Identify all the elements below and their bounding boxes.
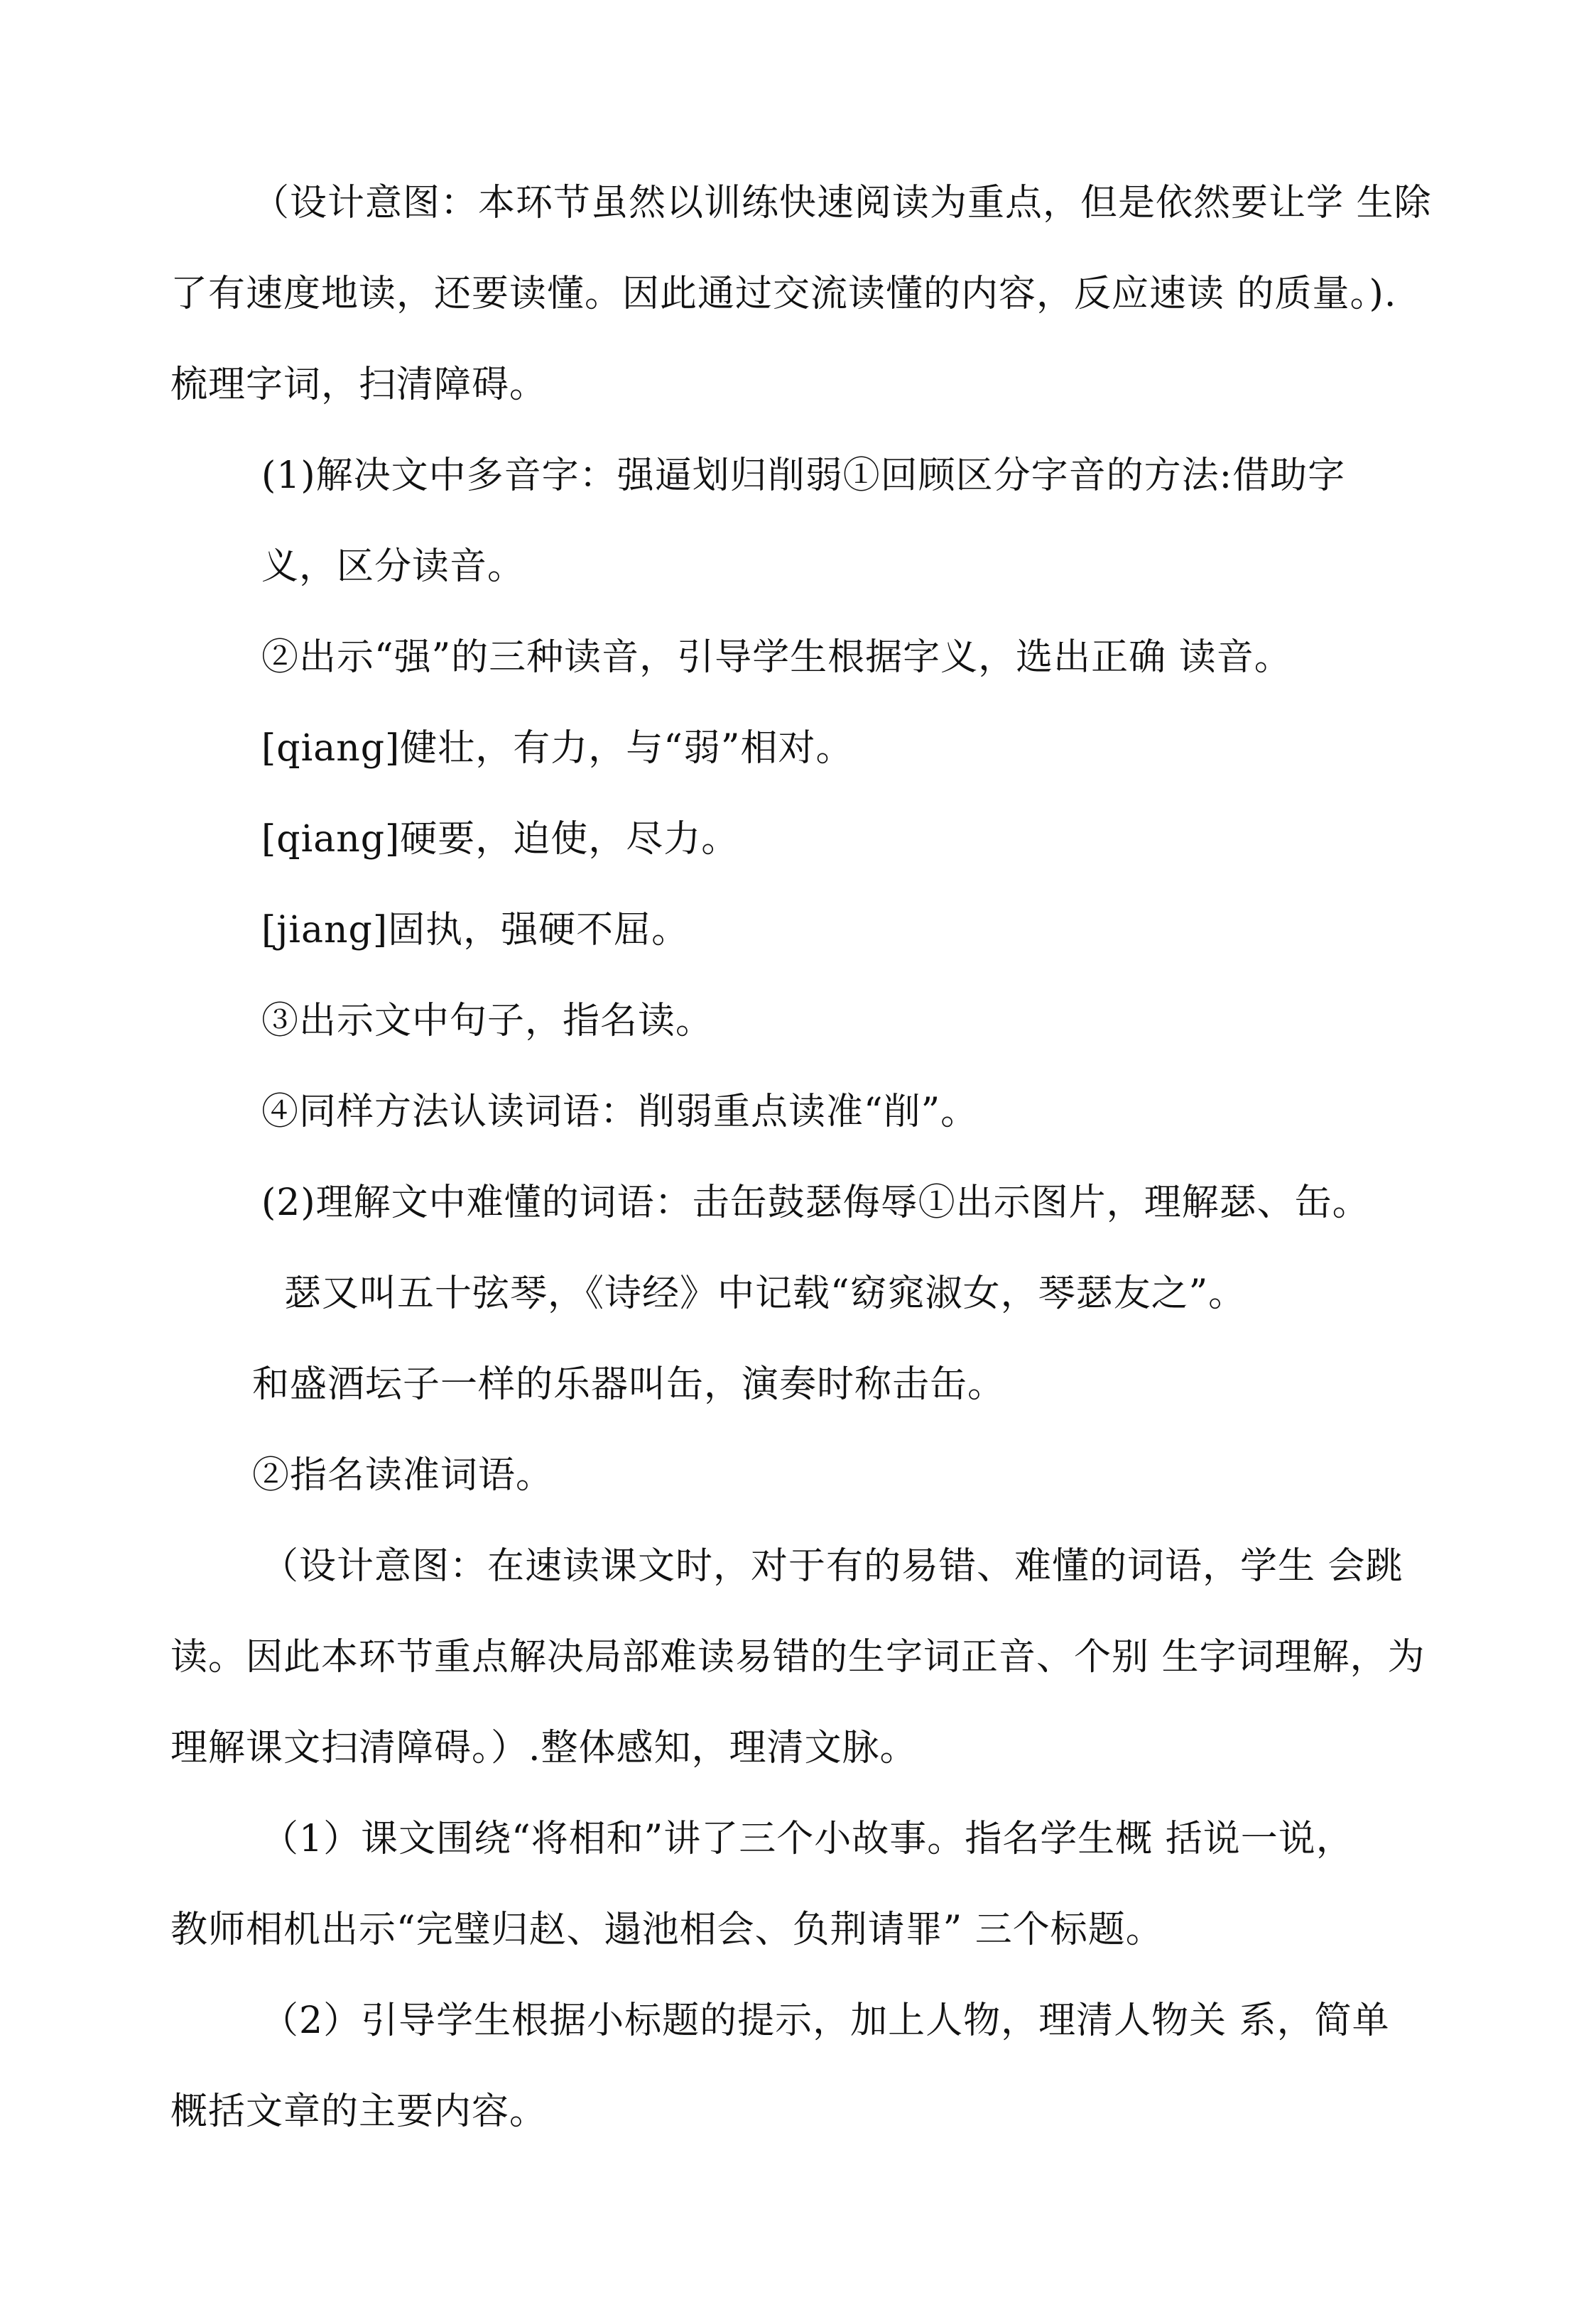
text-line-9: [jiang]固执，强硬不屈。 [261, 909, 690, 951]
text-line-16: （设计意图：在速读课文时，对于有的易错、难懂的词语，学生 会跳 [261, 1545, 1404, 1588]
text-line-8: [qiang]硬要，迫使，尽力。 [261, 818, 739, 861]
text-line-7: [qiang]健壮，有力，与“弱”相对。 [261, 727, 854, 770]
text-line-5: 义，区分读音。 [261, 545, 526, 588]
text-line-1: （设计意图：本环节虽然以训练快速阅读为重点，但是依然要让学 生除 [252, 182, 1432, 224]
text-line-18: 理解课文扫清障碍。）.整体感知，理清文脉。 [170, 1727, 918, 1769]
text-line-12: (2)理解文中难懂的词语：击缶鼓瑟侮辱①出示图片，理解瑟、缶。 [261, 1182, 1370, 1224]
text-line-17: 读。因此本环节重点解决局部难读易错的生字词正音、个别 生字词理解，为 [170, 1636, 1426, 1679]
text-line-10: ③出示文中句子，指名读。 [261, 1000, 714, 1042]
text-line-19: （1）课文围绕“将相和”讲了三个小故事。指名学生概 括说一说， [261, 1818, 1354, 1860]
text-line-3: 梳理字词，扫清障碍。 [170, 364, 548, 406]
text-line-11: ④同样方法认读词语：削弱重点读准“削”。 [261, 1091, 979, 1133]
text-line-15: ②指名读准词语。 [252, 1454, 554, 1497]
text-line-4: (1)解决文中多音字：强逼划归削弱①回顾区分字音的方法:借助字 [261, 454, 1346, 497]
text-line-13: 瑟又叫五十弦琴，《诗经》中记载“窈窕淑女，琴瑟友之”。 [284, 1272, 1247, 1315]
text-line-20: 教师相机出示“完璧归赵、遢池相会、负荆请罪” 三个标题。 [170, 1909, 1163, 1951]
text-line-2: 了有速度地读，还要读懂。因此通过交流读懂的内容，反应速读 的质量。). [170, 273, 1397, 315]
text-line-22: 概括文章的主要内容。 [170, 2090, 548, 2133]
text-line-14: 和盛酒坛子一样的乐器叫缶，演奏时称击缶。 [252, 1363, 1006, 1406]
text-line-21: （2）引导学生根据小标题的提示，加上人物，理清人物关 系，简单 [261, 2000, 1390, 2042]
text-line-6: ②出示“强”的三种读音，引导学生根据字义，选出正确 读音。 [261, 636, 1292, 679]
